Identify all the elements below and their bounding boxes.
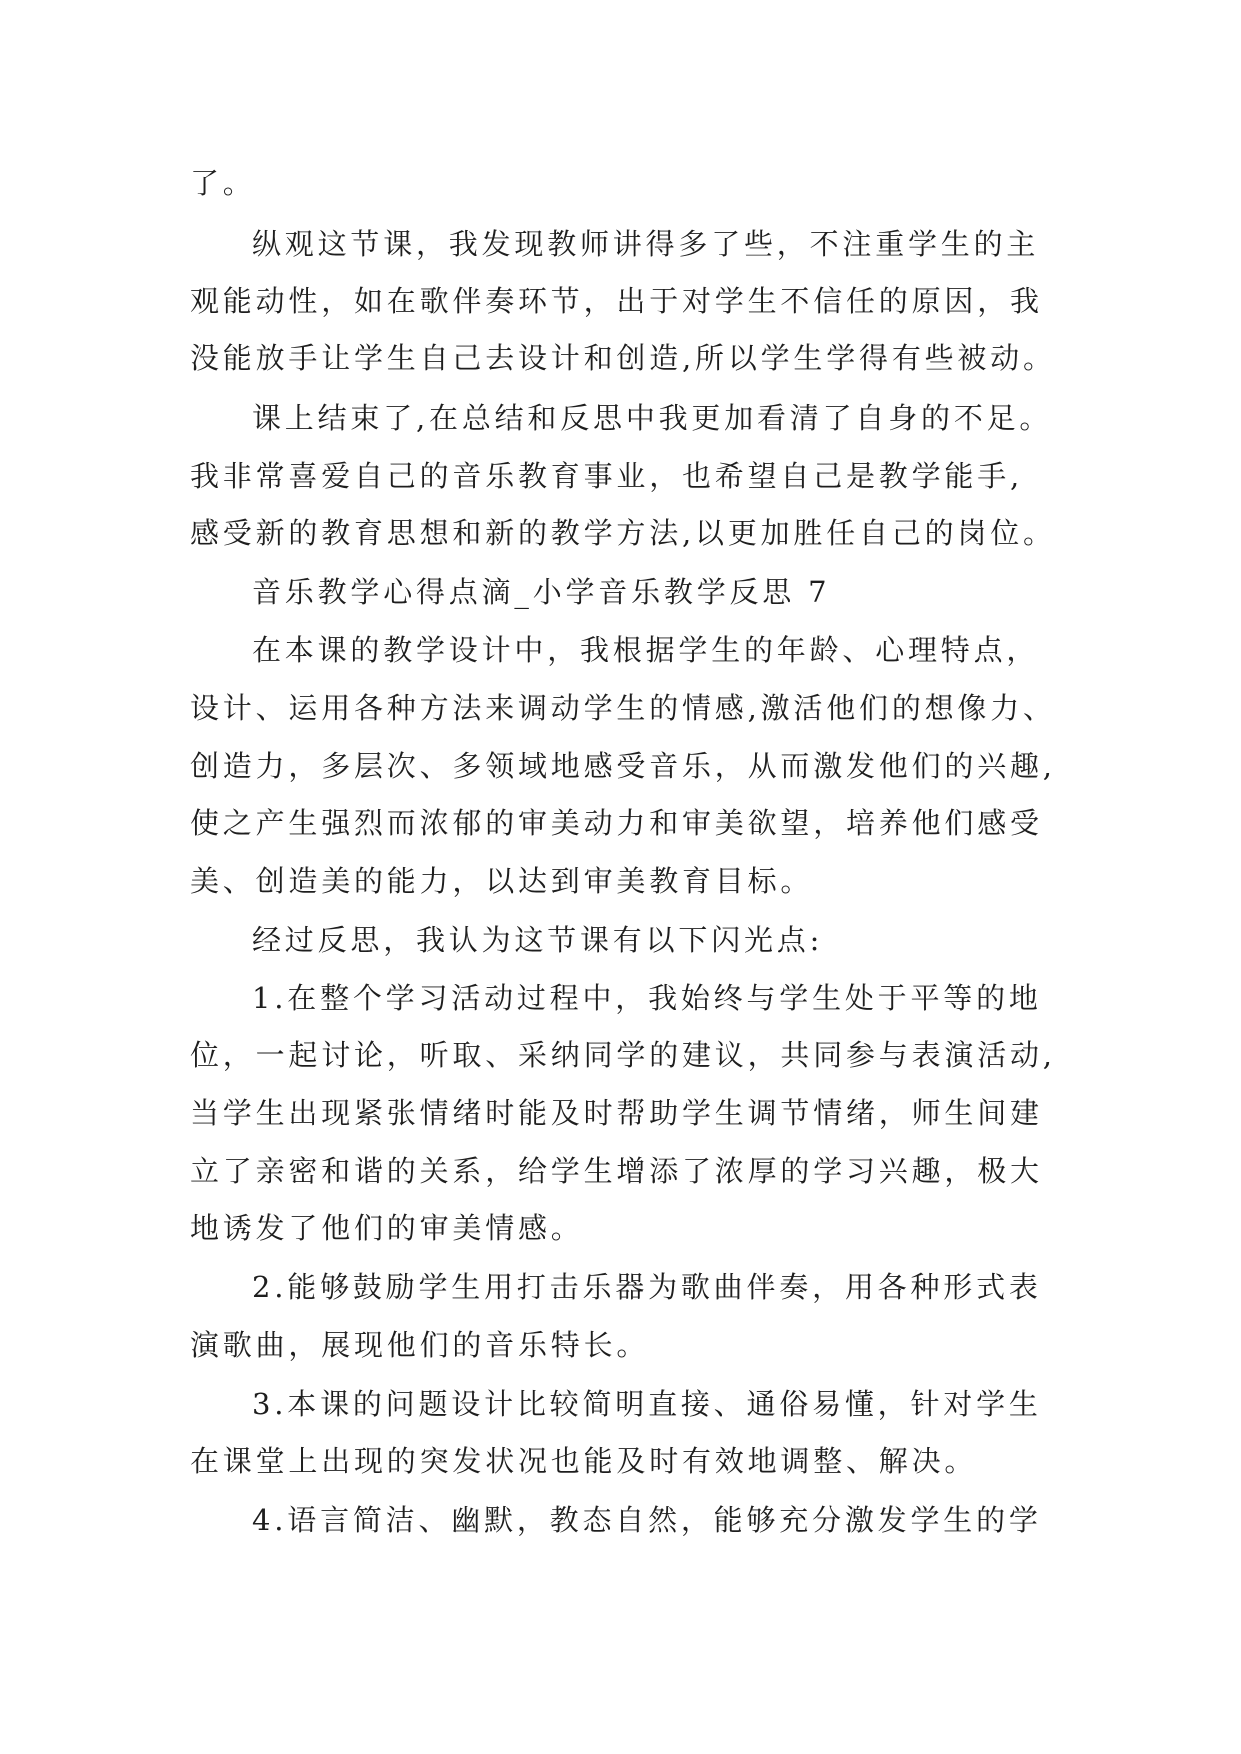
text-line: 课上结束了,在总结和反思中我更加看清了自身的不足。 [252, 401, 1053, 435]
section-heading: 音乐教学心得点滴_小学音乐教学反思 7 [252, 575, 831, 609]
text-line: 在课堂上出现的突发状况也能及时有效地调整、解决。 [190, 1444, 978, 1478]
text-line: 经过反思，我认为这节课有以下闪光点: [252, 923, 824, 957]
list-item: 2.能够鼓励学生用打击乐器为歌曲伴奏，用各种形式表 [252, 1270, 1042, 1304]
text-line: 位，一起讨论，听取、采纳同学的建议，共同参与表演活动, [190, 1038, 1056, 1072]
text-line: 纵观这节课，我发现教师讲得多了些，不注重学生的主 [252, 227, 1040, 261]
text-line: 使之产生强烈而浓郁的审美动力和审美欲望，培养他们感受 [190, 806, 1043, 840]
text-line: 地诱发了他们的审美情感。 [190, 1211, 584, 1245]
text-line: 设计、运用各种方法来调动学生的情感,激活他们的想像力、 [190, 691, 1056, 725]
text-line: 美、创造美的能力，以达到审美教育目标。 [190, 864, 814, 898]
text-line: 在本课的教学设计中，我根据学生的年龄、心理特点， [252, 633, 1040, 667]
text-line: 创造力，多层次、多领域地感受音乐，从而激发他们的兴趣, [190, 749, 1056, 783]
text-line: 了。 [190, 166, 256, 200]
text-line: 立了亲密和谐的关系，给学生增添了浓厚的学习兴趣，极大 [190, 1154, 1043, 1188]
text-line: 当学生出现紧张情绪时能及时帮助学生调节情绪，师生间建 [190, 1096, 1043, 1130]
text-line: 没能放手让学生自己去设计和创造,所以学生学得有些被动。 [190, 341, 1056, 375]
text-line: 我非常喜爱自己的音乐教育事业，也希望自己是教学能手, [190, 459, 1024, 493]
text-line: 观能动性，如在歌伴奏环节，出于对学生不信任的原因，我 [190, 284, 1043, 318]
list-item: 3.本课的问题设计比较简明直接、通俗易懂，针对学生 [252, 1387, 1042, 1421]
list-item: 4.语言简洁、幽默，教态自然，能够充分激发学生的学 [252, 1503, 1042, 1537]
text-line: 演歌曲，展现他们的音乐特长。 [190, 1328, 650, 1362]
list-item: 1.在整个学习活动过程中，我始终与学生处于平等的地 [252, 981, 1042, 1015]
text-line: 感受新的教育思想和新的教学方法,以更加胜任自己的岗位。 [190, 516, 1056, 550]
